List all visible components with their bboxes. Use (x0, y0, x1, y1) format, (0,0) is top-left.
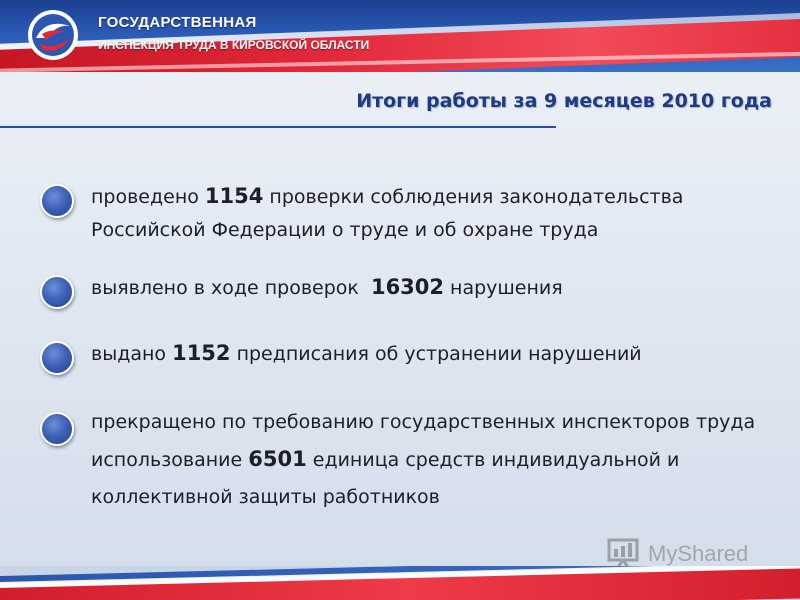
list-item-text (91, 404, 781, 516)
item-text-before: выявлено в ходе проверок (91, 277, 371, 299)
slide-title: Итоги работы за 9 месяцев 2010 года (356, 90, 772, 112)
item-text-before: прекращено по требованию государственных инспекторов труда использование (91, 411, 756, 471)
bullet-icon (40, 341, 74, 375)
list-item-text (91, 337, 781, 371)
watermark-text: MyShared (648, 541, 749, 566)
item-number: 16302 (370, 275, 445, 299)
header-banner (0, 0, 800, 72)
item-number: 6501 (248, 447, 307, 471)
footer-banner (0, 566, 800, 600)
list-item-text (91, 271, 781, 305)
item-text-after: нарушения (444, 277, 563, 299)
item-text-after: предписания об устранении нарушений (230, 343, 642, 365)
item-number: 1154 (204, 184, 264, 208)
title-underline (0, 126, 556, 128)
bullet-icon (40, 412, 74, 446)
bullet-icon (40, 184, 74, 218)
item-number: 1152 (172, 341, 231, 365)
org-logo-icon (26, 8, 80, 62)
list-item-text (91, 180, 781, 247)
item-text-after: единица средств индивидуальной и коллективной защиты работников (91, 449, 680, 508)
item-text-after: проверки соблюдения законодательства Российской Федерации о труде и об охране труда (91, 186, 684, 241)
bullet-icon (40, 275, 74, 309)
org-name-line1: ГОСУДАРСТВЕННАЯ (98, 14, 257, 31)
item-text-before: выдано (91, 343, 173, 365)
org-name-line2: ИНСПЕКЦИЯ ТРУДА В КИРОВСКОЙ ОБЛАСТИ (98, 38, 370, 52)
item-text-before: проведено (91, 186, 205, 208)
